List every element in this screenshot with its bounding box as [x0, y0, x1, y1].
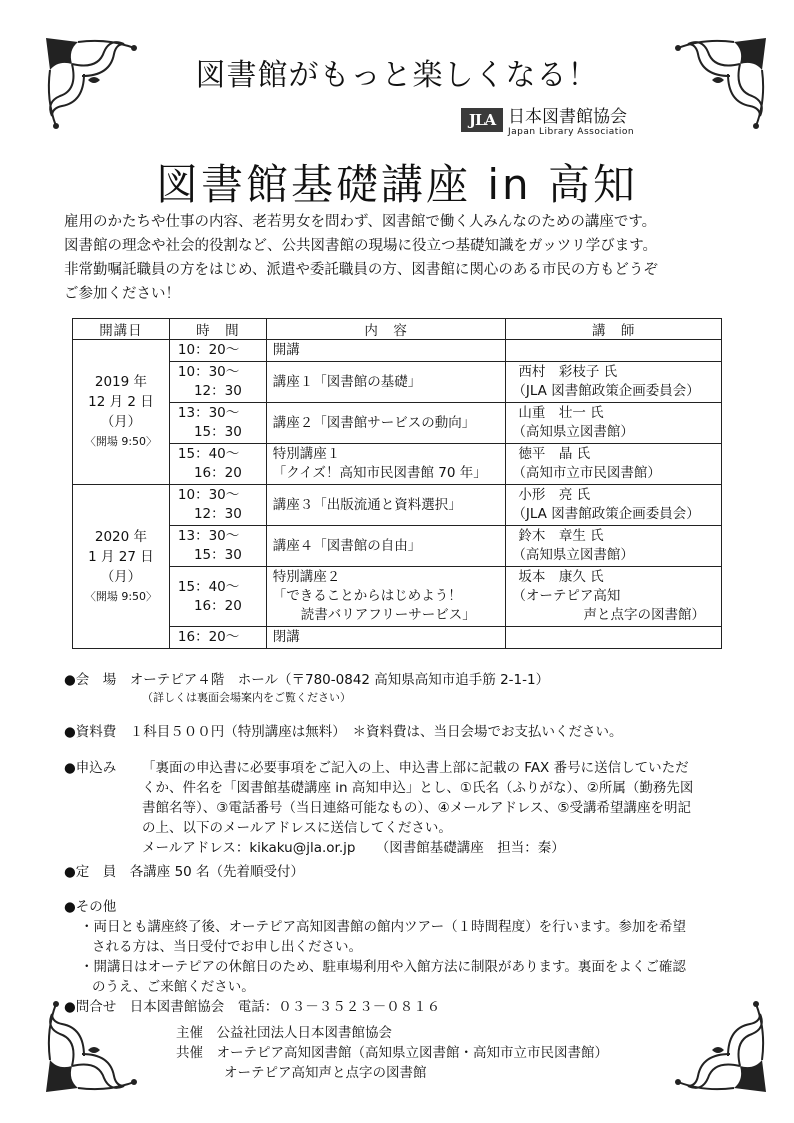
- time-start: 10：30～: [177, 487, 240, 503]
- content-cell: [266, 526, 506, 567]
- lecturer-cell: [506, 403, 722, 444]
- time-cell: [169, 340, 266, 362]
- other-heading: ●その他: [64, 899, 117, 915]
- content-text: 講座１「図書館の基礎」: [272, 373, 422, 390]
- contact-text: ●問合せ 日本図書館協会 電話：０３－３５２３－０８１６: [64, 999, 441, 1015]
- date-cell-day2: [73, 485, 170, 649]
- other-item-line: ・開講日はオーテピアの休館日のため、駐車場利用や入館方法に制限があります。裏面をよくご確認: [80, 959, 686, 975]
- other-section: [64, 897, 754, 997]
- intro-line: 図書館の理念や社会的役割など、公共図書館の現場に役立つ基礎知識をガッツリ学びます。: [64, 238, 658, 254]
- lecturer-cell: [506, 362, 722, 403]
- time-start: 13：30～: [177, 528, 240, 544]
- lecturer-cell: [506, 567, 722, 627]
- intro-line: ご参加ください！: [64, 286, 180, 302]
- jla-logo-mark: JLA: [461, 108, 503, 132]
- time-cell: [169, 567, 266, 627]
- table-row: [73, 340, 722, 362]
- time-start: 16：20～: [177, 629, 240, 645]
- content-subtitle-cont: 読書バリアフリーサービス」: [300, 607, 476, 623]
- lecturer-cell: [506, 340, 722, 362]
- content-cell: [266, 362, 506, 403]
- table-row: [73, 526, 722, 567]
- date-day: 12 月 2 日: [88, 394, 154, 410]
- capacity-section: [64, 862, 754, 882]
- logo-name-jp: 日本図書館協会: [508, 107, 627, 127]
- intro-line: 非常勤嘱託職員の方をはじめ、派遣や委託職員の方、図書館に関心のある市民の方もどうぞ: [64, 262, 658, 278]
- lecturer-affiliation: （JLA 図書館政策企画委員会）: [512, 506, 700, 522]
- content-subtitle: 「クイズ！高知市民図書館 70 年」: [272, 465, 487, 481]
- other-item: [80, 917, 754, 957]
- apply-heading: ●申込み: [64, 760, 117, 776]
- lecturer-cell: [506, 485, 722, 526]
- content-text: 講座２「図書館サービスの動向」: [272, 414, 476, 431]
- time-end: 12：30: [193, 506, 242, 522]
- page-title: 図書館基礎講座 in 高知: [156, 160, 638, 209]
- time-cell: [169, 444, 266, 485]
- lecturer-cell: [506, 526, 722, 567]
- content-text: 特別講座１: [272, 446, 341, 462]
- other-item-line: される方は、当日受付でお申し出ください。: [92, 939, 362, 955]
- date-weekday: （月）: [100, 568, 142, 585]
- date-day: 1 月 27 日: [88, 548, 154, 565]
- content-cell: [266, 627, 506, 649]
- schedule-table: [72, 318, 722, 649]
- logo-name-en: Japan Library Association: [508, 127, 635, 137]
- apply-line: 書館名等）、③電話番号（当日連絡可能なもの）、④メールアドレス、⑤受講希望講座を明記: [142, 800, 692, 816]
- header-content: 内 容: [266, 319, 506, 340]
- host-text: 主催 公益社団法人日本図書館協会: [176, 1025, 392, 1041]
- lecturer-name: 徳平 晶 氏: [518, 446, 591, 462]
- content-cell: [266, 444, 506, 485]
- time-end: 15：30: [193, 547, 242, 563]
- intro-text: [64, 210, 744, 306]
- lecturer-affiliation: （JLA 図書館政策企画委員会）: [512, 383, 700, 399]
- apply-section: [64, 758, 754, 858]
- content-text: 講座４「図書館の自由」: [272, 537, 422, 554]
- lecturer-name: 鈴木 章生 氏: [518, 528, 604, 544]
- cohost-text: 共催 オーテピア高知図書館（高知県立図書館・高知市立市民図書館）: [176, 1045, 608, 1061]
- apply-email[interactable]: メールアドレス：kikaku@jla.or.jp （図書館基礎講座 担当：秦）: [142, 840, 565, 856]
- lecturer-affiliation-cont: 声と点字の図書館）: [583, 607, 705, 623]
- apply-line: くか、件名を「図書館基礎講座 in 高知申込」とし、①氏名（ふりがな）、②所属（勤務先図: [142, 780, 694, 796]
- table-row: [73, 567, 722, 627]
- content-cell: [266, 485, 506, 526]
- time-cell: [169, 403, 266, 444]
- table-row: [73, 444, 722, 485]
- content-text: 閉講: [272, 629, 300, 645]
- time-start: 13：30～: [177, 405, 240, 421]
- content-text: 講座３「出版流通と資料選択」: [272, 496, 462, 513]
- time-start: 15：40～: [177, 578, 240, 595]
- lecturer-affiliation: （オーテピア高知: [512, 588, 621, 604]
- date-open-time: 〈開場 9:50〉: [84, 589, 158, 603]
- lecturer-affiliation: （高知県立図書館）: [512, 547, 634, 563]
- intro-line: 雇用のかたちや仕事の内容、老若男女を問わず、図書館で働く人みんなのための講座です。: [64, 214, 657, 230]
- contact-section: [64, 997, 754, 1017]
- apply-body: [142, 758, 754, 858]
- lecturer-name: 西村 彩枝子 氏: [518, 364, 618, 380]
- venue-note: （詳しくは裏面会場案内をご覧ください）: [142, 691, 351, 704]
- time-start: 15：40～: [177, 446, 240, 462]
- time-end: 16：20: [193, 465, 242, 481]
- catchphrase: 図書館がもっと楽しくなる！: [195, 58, 599, 93]
- other-item-line: ・両日とも講座終了後、オーテピア高知図書館の館内ツアー（１時間程度）を行います。参加を希望: [80, 919, 687, 935]
- content-cell: [266, 403, 506, 444]
- date-year: 2019 年: [94, 374, 148, 390]
- logo-text: [508, 108, 634, 138]
- content-cell: [266, 567, 506, 627]
- table-row: [73, 362, 722, 403]
- time-end: 16：20: [193, 597, 242, 614]
- apply-line: 「裏面の申込書に必要事項をご記入の上、申込書上部に記載の FAX 番号に送信していただ: [142, 760, 689, 776]
- date-cell-day1: [73, 340, 170, 485]
- venue-section: [64, 670, 754, 706]
- time-cell: [169, 526, 266, 567]
- jla-logo: [461, 108, 634, 138]
- time-end: 15：30: [193, 424, 242, 440]
- lecturer-name: 小形 亮 氏: [518, 487, 591, 503]
- lecturer-affiliation: （高知県立図書館）: [512, 424, 634, 440]
- content-subtitle: 「できることからはじめよう！: [272, 588, 462, 604]
- fee-text: ●資料費 １科目５００円（特別講座は無料） ＊資料費は、当日会場でお支払いください。: [64, 724, 623, 740]
- header-time: 時 間: [169, 319, 266, 340]
- other-item-line: のうえ、ご来館ください。: [92, 979, 255, 995]
- date-year: 2020 年: [94, 528, 148, 545]
- content-text: 開講: [272, 342, 300, 358]
- table-header-row: [73, 319, 722, 340]
- content-cell: [266, 340, 506, 362]
- time-cell: [169, 485, 266, 526]
- date-open-time: 〈開場 9:50〉: [84, 435, 158, 448]
- lecturer-name: 山重 壮一 氏: [518, 405, 604, 421]
- apply-line: の上、以下のメールアドレスに送信してください。: [142, 820, 452, 836]
- other-item: [80, 957, 754, 997]
- organizers-section: [176, 1023, 746, 1083]
- time-end: 12：30: [193, 383, 242, 399]
- lecturer-cell: [506, 444, 722, 485]
- table-row: [73, 627, 722, 649]
- time-start: 10：30～: [177, 364, 240, 380]
- capacity-text: ●定 員 各講座 50 名（先着順受付）: [64, 864, 305, 880]
- time-cell: [169, 627, 266, 649]
- lecturer-affiliation: （高知市立市民図書館）: [512, 465, 661, 481]
- table-row: [73, 403, 722, 444]
- header-lecturer: 講 師: [506, 319, 722, 340]
- venue-text: ●会 場 オーテピア４階 ホール（〒780-0842 高知県高知市追手筋 2-1-1）: [64, 672, 550, 688]
- table-row: [73, 485, 722, 526]
- fee-section: [64, 722, 754, 742]
- time-cell: [169, 362, 266, 403]
- date-weekday: （月）: [100, 414, 142, 430]
- header-date: 開講日: [73, 319, 170, 340]
- cohost-text-cont: オーテピア高知声と点字の図書館: [224, 1065, 427, 1081]
- content-text: 特別講座２: [272, 569, 341, 585]
- lecturer-name: 坂本 康久 氏: [518, 569, 604, 585]
- time-start: 10：20～: [177, 342, 240, 358]
- lecturer-cell: [506, 627, 722, 649]
